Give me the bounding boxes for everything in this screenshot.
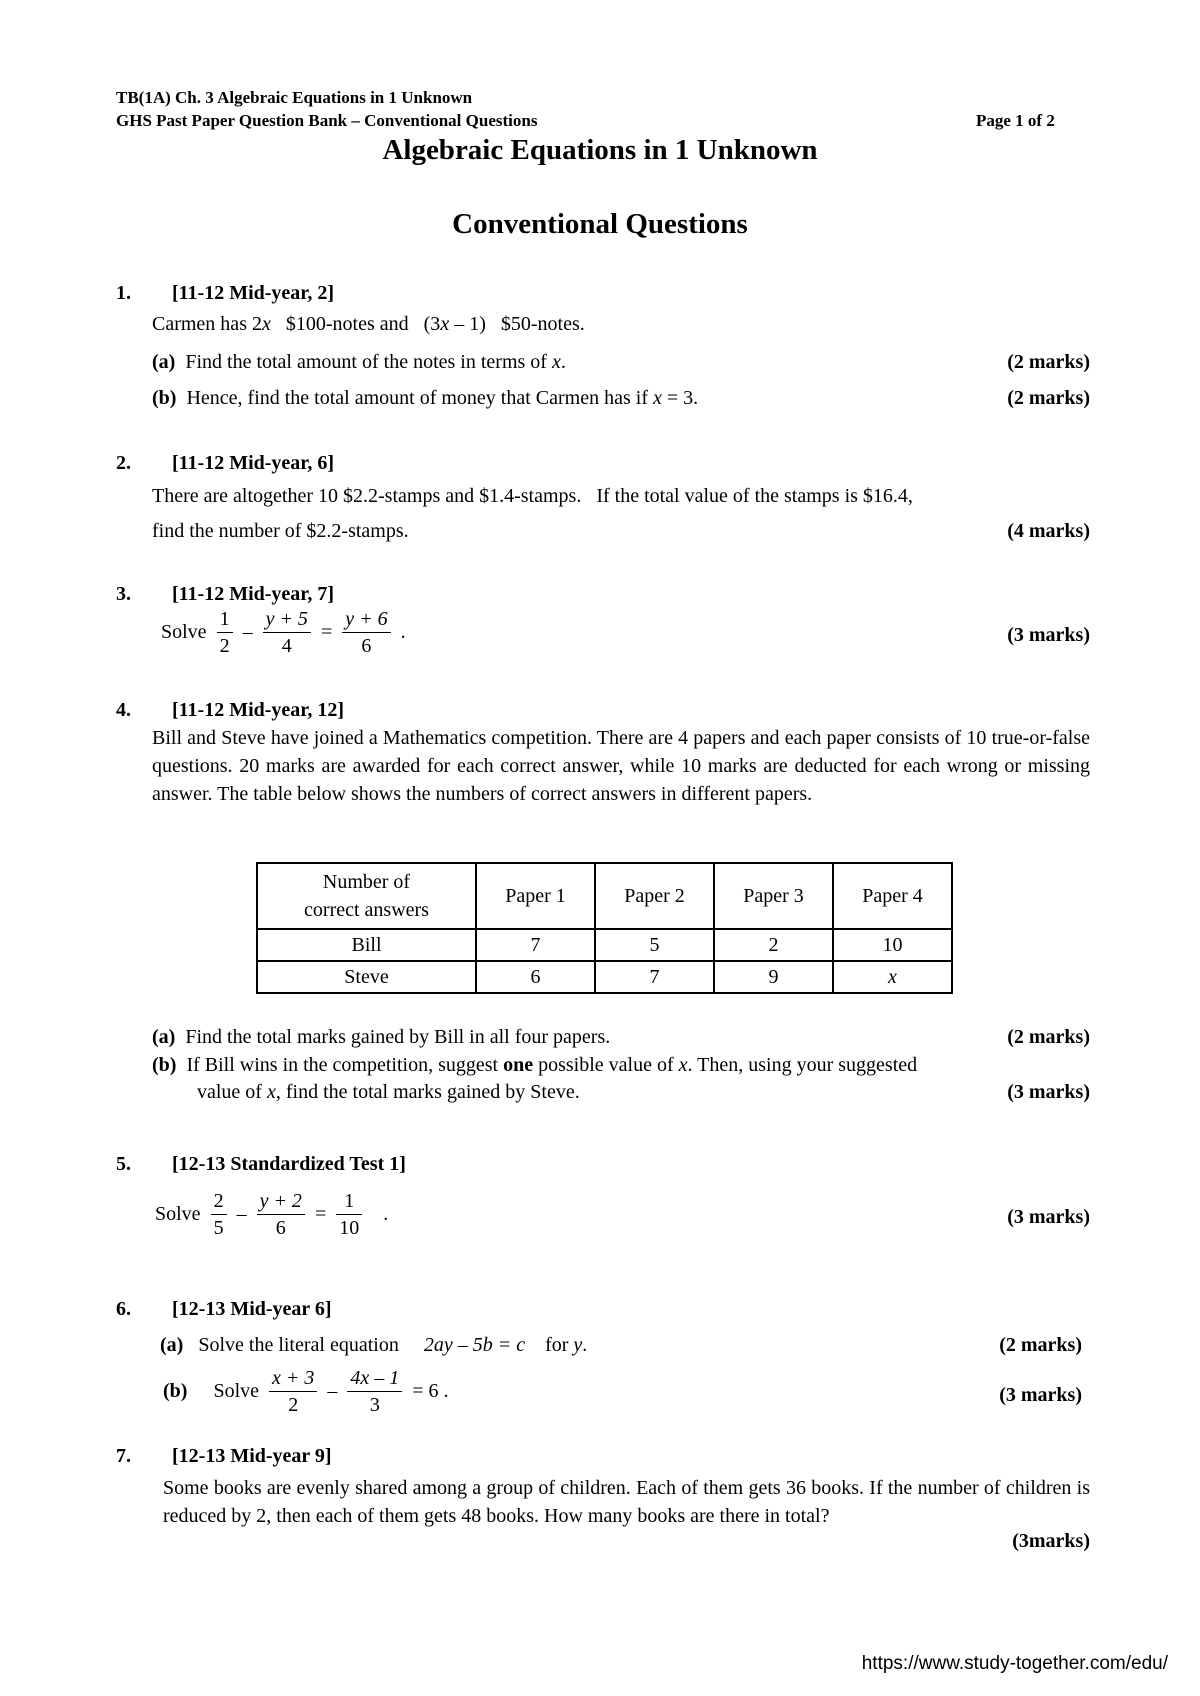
equation: Solve $\frac{2}{5}$ – $\frac{y + 2}{6}$ = $\frac{1}{10}$ . [155,1190,389,1239]
header-bank: GHS Past Paper Question Bank – Conventional Questions [116,111,538,130]
table-cell: x [833,961,952,993]
table-cell: 7 [476,929,595,961]
question-source: [11-12 Mid-year, 7] [172,583,335,605]
footer-url[interactable]: https://www.study-together.com/edu/ [861,1653,1168,1674]
question-number: 7. [116,1445,131,1467]
table-cell: 2 [714,929,833,961]
question-source: [11-12 Mid-year, 2] [172,282,335,304]
question-marks: (4 marks) [1007,520,1090,542]
question-number: 5. [116,1153,131,1175]
table-corner: Number of correct answers [257,863,476,929]
question-marks: (3 marks) [1007,1206,1090,1228]
page-title: Algebraic Equations in 1 Unknown [382,134,818,166]
question-number: 1. [116,282,131,304]
part-b: (b) If Bill wins in the competition, suggest one possible value of x. Then, using your suggested [152,1054,918,1076]
table-row [257,961,952,993]
row-name: Steve [257,961,476,993]
part-a: (a) Find the total marks gained by Bill in all four papers. [152,1026,611,1048]
question-number: 4. [116,699,131,721]
header-page-number: Page 1 of 2 [976,111,1055,130]
part-a: (a) Find the total amount of the notes in terms of x. [152,351,566,373]
question-paragraph: Some books are evenly shared among a group of children. Each of them gets 36 books. If the number of children is reduced by 2, then each of them gets 48 books. How many books are there in total? [163,1477,1090,1527]
table-cell: 6 [476,961,595,993]
question-source: [11-12 Mid-year, 6] [172,452,335,474]
question-source: [12-13 Standardized Test 1] [172,1153,406,1175]
question-source: [11-12 Mid-year, 12] [172,699,345,721]
question-paragraph: Bill and Steve have joined a Mathematics competition. There are 4 papers and each paper consists of 10 true-or-false questions. 20 marks are awarded for each correct answer, while 10 marks are deducted for each wrong or missing answer. The table below shows the numbers of correct answers in different papers. [152,727,1090,805]
part-a-marks: (2 marks) [999,1334,1082,1356]
question-source: [12-13 Mid-year 9] [172,1445,332,1467]
question-number: 2. [116,452,131,474]
correct-answers-table [256,862,953,994]
table-cell: 5 [595,929,714,961]
page-subtitle: Conventional Questions [452,208,748,240]
question-stem: Carmen has 2x $100-notes and (3x – 1) $50-notes. [152,313,585,335]
question-source: [12-13 Mid-year 6] [172,1298,332,1320]
part-b: (b) Solve $\frac{x + 3}{2}$ – $\frac{4x - 1}{3}$ = 6 . [163,1367,449,1416]
part-a: (a) Solve the literal equation 2ay – 5b = c for y. [160,1334,588,1356]
table-header: Paper 2 [595,863,714,929]
question-text-line-1: There are altogether 10 $2.2-stamps and $1.4-stamps. If the total value of the stamps is $16.4, [152,485,913,507]
row-name: Bill [257,929,476,961]
part-b-line-2: value of x, find the total marks gained by Steve. [197,1081,580,1103]
part-a-marks: (2 marks) [1007,351,1090,373]
part-b-marks: (3 marks) [1007,1081,1090,1103]
question-number: 3. [116,583,131,605]
table-cell: 9 [714,961,833,993]
equation: Solve $\frac{1}{2}$ – $\frac{y + 5}{4}$ = $\frac{y + 6}{6}$ . [161,608,406,657]
table-header: Paper 3 [714,863,833,929]
part-b: (b) Hence, find the total amount of money that Carmen has if x = 3. [152,387,699,409]
part-b-marks: (3 marks) [999,1384,1082,1406]
question-text-line-2: find the number of $2.2-stamps. [152,520,409,542]
table-header: Paper 4 [833,863,952,929]
part-a-marks: (2 marks) [1007,1026,1090,1048]
table-header: Paper 1 [476,863,595,929]
table-cell: 7 [595,961,714,993]
question-number: 6. [116,1298,131,1320]
header-chapter: TB(1A) Ch. 3 Algebraic Equations in 1 Unknown [116,88,473,107]
question-marks: (3 marks) [1007,624,1090,646]
question-marks: (3marks) [1012,1530,1090,1552]
table-cell: 10 [833,929,952,961]
part-b-marks: (2 marks) [1007,387,1090,409]
table-row [257,929,952,961]
